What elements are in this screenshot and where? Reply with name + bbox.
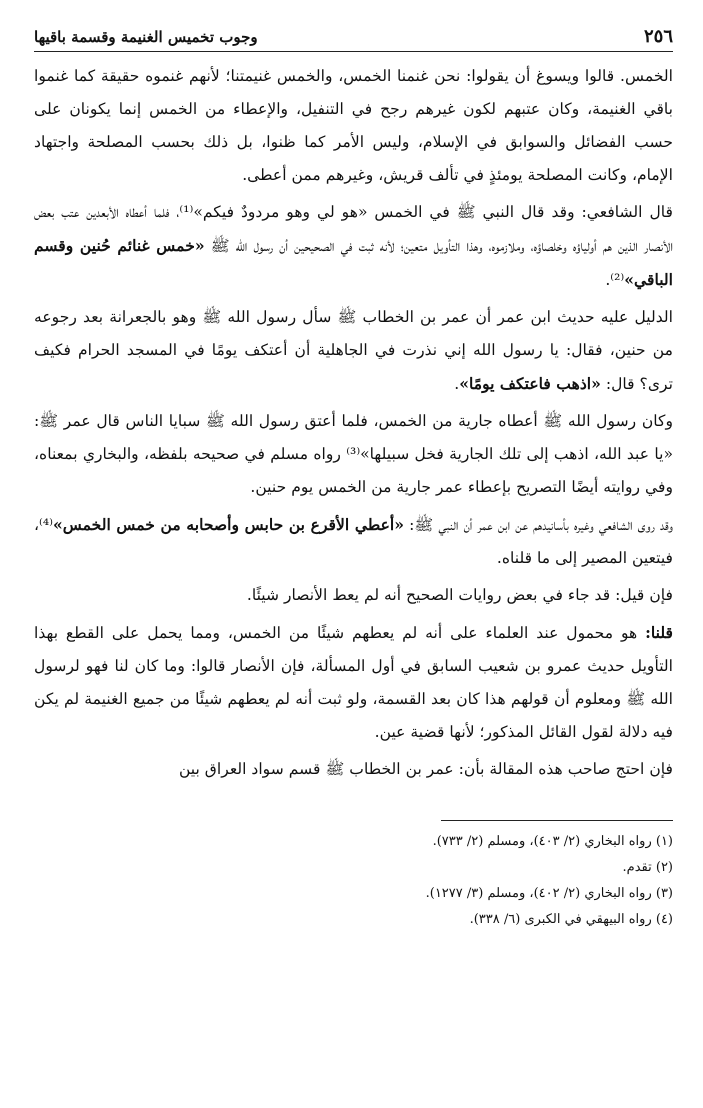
- text-run: الخمس. قالوا ويسوغ أن يقولوا: نحن غنمنا الخمس، والخمس غنيمتنا؛ لأنهم غنموه حقيقة كما غنموا باقي الغنيمة، وكان عتبهم لكون غيرهم رجح في التنفيل، والإعطاء من الخمس إنما يكونان على حسب الفضائل والسوابق في الإسلام، وليس الأمر كما ظنوا، بل ذلك بحسب المصلحة واجتهاد الإمام، وكانت المصلحة يومئذٍ في تألف قريش، وغيرهم ممن أعطى.: [34, 67, 673, 184]
- emphasized-text: «خمس غنائم حُنين وقسم الباقي»: [34, 236, 673, 289]
- text-run: وكان رسول الله ﷺ أعطاه جارية من الخمس، فلما أعتق رسول الله ﷺ سبايا الناس قال عمر ﷺ: «يا عبد الله، اذهب إلى تلك الجارية فخل سبيلها»⁽³⁾ رواه مسلم في صحيحه بلفظه، والبخاري بمعناه، وفي روايته أيضًا التصريح بإعطاء عمر جارية من الخمس يوم حنين.: [34, 412, 673, 496]
- paragraph: [34, 753, 673, 786]
- paragraph: [34, 301, 673, 401]
- footnote: (٢) تقدم.: [622, 860, 673, 875]
- footnote: (٣) رواه البخاري (٢/ ٤٠٢)، ومسلم (٣/ ١٢٧٧).: [425, 886, 673, 901]
- paragraph: [34, 616, 673, 749]
- paragraph: [34, 579, 673, 612]
- footnote: (١) رواه البخاري (٢/ ٤٠٣)، ومسلم (٢/ ٧٣٣).: [432, 834, 673, 849]
- footnotes: [34, 829, 673, 933]
- footnote-divider: [441, 820, 673, 821]
- text-run: ⁽⁴⁾، فيتعين المصير إلى ما قلناه.: [34, 516, 673, 567]
- footnote: (٤) رواه البيهقي في الكبرى (٦/ ٣٣٨).: [469, 912, 673, 927]
- page-number: ٢٥٦: [643, 26, 673, 47]
- text-run: الدليل عليه حديث ابن عمر أن عمر بن الخطاب ﷺ سأل رسول الله ﷺ وهو بالجعرانة بعد رجوعه من حنين، فقال: يا رسول الله إني نذرت في الجاهلية أن أعتكف يومًا في المسجد الحرام فكيف ترى؟ قال:: [34, 308, 673, 393]
- body-text: [34, 60, 673, 786]
- emphasized-text: «اذهب فاعتكف يومًا»: [459, 374, 601, 393]
- paragraph: [34, 60, 673, 192]
- running-title: وجوب تخميس الغنيمة وقسمة باقيها: [34, 28, 258, 46]
- emphasized-text: قلنا:: [645, 623, 673, 642]
- paragraph: [34, 405, 673, 504]
- text-run: فإن قيل: قد جاء في بعض روايات الصحيح أنه لم يعط الأنصار شيئًا.: [246, 586, 673, 604]
- paragraph: [34, 196, 673, 297]
- text-run: .: [454, 375, 460, 393]
- emphasized-text: «أعطي الأقرع بن حابس وأصحابه من خمس الخمس»: [52, 515, 405, 534]
- text-run: فإن احتج صاحب هذه المقالة بأن: عمر بن الخطاب ﷺ قسم سواد العراق بين: [178, 760, 673, 778]
- text-run: قال الشافعي: وقد قال النبي ﷺ في الخمس «هو لي وهو مردودٌ فيكم»⁽¹⁾، فلما أعطاه الأبعدين عتب بعض الأنصار الذين هم أولياؤه وخلصاؤه، وملازموه، وهذا التأويل متعين؛ لأنه ثبت في الصحيحين أن رسول الله ﷺ: [34, 203, 674, 255]
- paragraph: [34, 508, 673, 575]
- text-run: وقد روى الشافعي وغيره بأسانيدهم عن ابن عمر أن النبي ﷺ:: [404, 516, 673, 534]
- text-run: هو محمول عند العلماء على أنه لم يعطهم شيئًا من الخمس، ومما يحمل على القطع بهذا التأويل حديث عمرو بن شعيب السابق في أول المسألة، فإن الأنصار قالوا: وما كان لنا فهو لرسول الله ﷺ ومعلوم أن قولهم هذا كان بعد القسمة، ولو ثبت أنه لم يعطهم شيئًا من جميع الغنيمة لم يكن فيه دلالة لقول القائل المذكور؛ لأنها قضية عين.: [34, 624, 673, 741]
- page-header: [34, 26, 673, 52]
- text-run: ⁽²⁾.: [605, 271, 625, 289]
